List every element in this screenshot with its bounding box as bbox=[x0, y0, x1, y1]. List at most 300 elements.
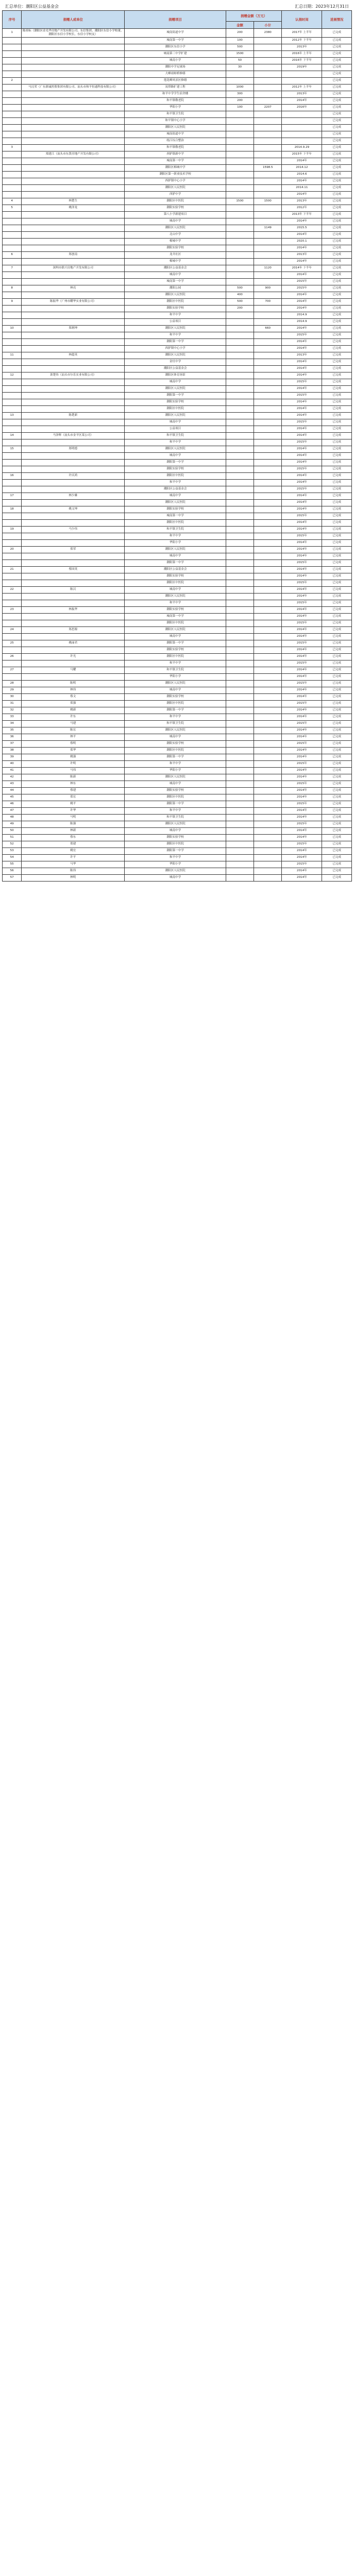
cell-no: 54 bbox=[3, 854, 22, 861]
cell-status: 已完成 bbox=[322, 821, 352, 827]
cell-amount bbox=[226, 526, 254, 533]
cell-donor: 蔡文 bbox=[22, 693, 125, 700]
cell-amount bbox=[226, 184, 254, 191]
cell-subtotal bbox=[254, 486, 282, 493]
cell-project: 和平中学 bbox=[125, 660, 226, 667]
cell-status: 已完成 bbox=[322, 131, 352, 138]
cell-subtotal bbox=[254, 499, 282, 506]
cell-project: 华阳小学 bbox=[125, 539, 226, 546]
cell-project: 城南小学 bbox=[125, 57, 226, 64]
cell-subtotal bbox=[254, 593, 282, 600]
cell-amount bbox=[226, 687, 254, 693]
table-row bbox=[3, 151, 352, 158]
table-row bbox=[3, 680, 352, 687]
cell-amount bbox=[226, 774, 254, 781]
cell-donor bbox=[22, 292, 125, 298]
cell-project: 城南第一中学 bbox=[125, 513, 226, 519]
cell-donor: 马建 bbox=[22, 720, 125, 727]
cell-subtotal bbox=[254, 801, 282, 807]
cell-status: 已完成 bbox=[322, 499, 352, 506]
cell-amount bbox=[226, 493, 254, 499]
cell-donor bbox=[22, 338, 125, 345]
cell-amount bbox=[226, 546, 254, 553]
cell-subtotal bbox=[254, 767, 282, 774]
cell-status: 已完成 bbox=[322, 854, 352, 861]
cell-donor bbox=[22, 539, 125, 546]
table-row bbox=[3, 338, 352, 345]
table-row bbox=[3, 385, 352, 392]
cell-subtotal bbox=[254, 452, 282, 459]
cell-subtotal bbox=[254, 245, 282, 251]
cell-no bbox=[3, 37, 22, 44]
cell-amount bbox=[226, 399, 254, 405]
cell-no bbox=[3, 466, 22, 472]
cell-status: 已完成 bbox=[322, 124, 352, 131]
cell-status: 已完成 bbox=[322, 861, 352, 868]
cell-status: 已完成 bbox=[322, 278, 352, 285]
cell-project: 棉城中学 bbox=[125, 238, 226, 245]
cell-subtotal: 1120 bbox=[254, 265, 282, 272]
cell-year: 2015年 bbox=[282, 600, 322, 606]
table-body bbox=[3, 29, 352, 882]
cell-project: 城南中学 bbox=[125, 419, 226, 426]
cell-donor bbox=[22, 272, 125, 278]
cell-amount: 1500 bbox=[226, 198, 254, 205]
cell-amount: 30 bbox=[226, 64, 254, 71]
cell-project: 潮阳第一中学 bbox=[125, 754, 226, 760]
cell-no: 4 bbox=[3, 198, 22, 205]
cell-donor bbox=[22, 439, 125, 446]
cell-subtotal bbox=[254, 479, 282, 486]
cell-project: 第八小学新建项目 bbox=[125, 211, 226, 218]
cell-year: 2016年 bbox=[282, 104, 322, 111]
cell-status: 已完成 bbox=[322, 218, 352, 225]
table-row bbox=[3, 285, 352, 292]
cell-subtotal bbox=[254, 834, 282, 841]
cell-amount bbox=[226, 807, 254, 814]
cell-project: 城南第一中学 bbox=[125, 37, 226, 44]
cell-status: 已完成 bbox=[322, 359, 352, 365]
cell-no: 39 bbox=[3, 754, 22, 760]
cell-status: 已完成 bbox=[322, 553, 352, 560]
cell-subtotal bbox=[254, 352, 282, 359]
table-row bbox=[3, 553, 352, 560]
cell-donor bbox=[22, 620, 125, 626]
cell-status: 已完成 bbox=[322, 486, 352, 493]
cell-amount bbox=[226, 560, 254, 566]
table-row bbox=[3, 526, 352, 533]
table-row bbox=[3, 91, 352, 97]
cell-subtotal bbox=[254, 466, 282, 472]
cell-project: 潮阳第一中学 bbox=[125, 848, 226, 854]
cell-project: 城南第一中学 bbox=[125, 613, 226, 620]
cell-year: 2014年 bbox=[282, 767, 322, 774]
cell-no bbox=[3, 104, 22, 111]
cell-amount bbox=[226, 801, 254, 807]
cell-subtotal bbox=[254, 238, 282, 245]
cell-year: 2014.6 bbox=[282, 171, 322, 178]
cell-donor bbox=[22, 97, 125, 104]
cell-donor bbox=[22, 345, 125, 352]
table-row bbox=[3, 278, 352, 285]
cell-year: 2014年 bbox=[282, 787, 322, 794]
cell-donor: 马伟 bbox=[22, 767, 125, 774]
cell-project: 和平中学 bbox=[125, 807, 226, 814]
table-row bbox=[3, 97, 352, 104]
table-row bbox=[3, 667, 352, 673]
cell-amount bbox=[226, 841, 254, 848]
cell-amount bbox=[226, 714, 254, 720]
table-row bbox=[3, 868, 352, 874]
cell-subtotal bbox=[254, 519, 282, 526]
cell-donor: 许明 bbox=[22, 760, 125, 767]
cell-donor: 马泽辉（汕头市金平区某公司） bbox=[22, 432, 125, 439]
cell-status: 已完成 bbox=[322, 740, 352, 747]
cell-no: 28 bbox=[3, 680, 22, 687]
cell-no: 57 bbox=[3, 874, 22, 881]
cell-amount: 1500 bbox=[226, 50, 254, 57]
cell-status: 已完成 bbox=[322, 77, 352, 84]
table-row bbox=[3, 801, 352, 807]
cell-donor bbox=[22, 673, 125, 680]
cell-project: 潮阳区人民医院 bbox=[125, 821, 226, 827]
cell-year: 2014年 bbox=[282, 499, 322, 506]
cell-subtotal bbox=[254, 97, 282, 104]
cell-year: 2012年 上半年 bbox=[282, 84, 322, 91]
cell-amount bbox=[226, 426, 254, 432]
table-row bbox=[3, 600, 352, 606]
cell-subtotal bbox=[254, 807, 282, 814]
cell-status: 已完成 bbox=[322, 385, 352, 392]
cell-amount bbox=[226, 131, 254, 138]
cell-donor bbox=[22, 426, 125, 432]
cell-year: 2014.9 bbox=[282, 318, 322, 325]
cell-year: 2014年 bbox=[282, 553, 322, 560]
cell-no: 6 bbox=[3, 251, 22, 258]
cell-amount bbox=[226, 874, 254, 881]
cell-year: 2014年 下半年 bbox=[282, 265, 322, 272]
cell-year: 2015年 bbox=[282, 533, 322, 539]
cell-no: 46 bbox=[3, 801, 22, 807]
cell-project: 和平中学 bbox=[125, 533, 226, 539]
cell-no bbox=[3, 84, 22, 91]
cell-amount bbox=[226, 680, 254, 687]
cell-amount bbox=[226, 245, 254, 251]
cell-year: 2014年 bbox=[282, 452, 322, 459]
table-row bbox=[3, 84, 352, 91]
cell-amount bbox=[226, 573, 254, 580]
cell-status: 已完成 bbox=[322, 225, 352, 231]
table-row bbox=[3, 218, 352, 225]
cell-year: 2014年 bbox=[282, 687, 322, 693]
cell-donor bbox=[22, 405, 125, 412]
cell-year: 2015年 bbox=[282, 781, 322, 787]
cell-subtotal bbox=[254, 312, 282, 318]
cell-donor: 许平 bbox=[22, 854, 125, 861]
cell-subtotal bbox=[254, 77, 282, 84]
cell-project: 城南中学 bbox=[125, 633, 226, 640]
cell-project: 城南中学 bbox=[125, 827, 226, 834]
cell-project: 潮阳中学足球场 bbox=[125, 64, 226, 71]
cell-project: 华阳小学 bbox=[125, 767, 226, 774]
table-row bbox=[3, 104, 352, 111]
cell-status: 已完成 bbox=[322, 874, 352, 881]
cell-project: 潮阳区棉城中学 bbox=[125, 164, 226, 171]
cell-amount bbox=[226, 740, 254, 747]
cell-project: 城南中学 bbox=[125, 734, 226, 740]
cell-donor bbox=[22, 50, 125, 57]
cell-project: 潮阳实验学校 bbox=[125, 205, 226, 211]
table-row bbox=[3, 29, 352, 38]
cell-no bbox=[3, 647, 22, 653]
cell-subtotal bbox=[254, 868, 282, 874]
cell-donor: 林少雄 bbox=[22, 493, 125, 499]
cell-status: 已完成 bbox=[322, 265, 352, 272]
cell-project: 华阳小学 bbox=[125, 861, 226, 868]
table-row bbox=[3, 71, 352, 77]
cell-subtotal bbox=[254, 580, 282, 586]
cell-status: 已完成 bbox=[322, 138, 352, 144]
cell-status: 已完成 bbox=[322, 781, 352, 787]
cell-no bbox=[3, 426, 22, 432]
cell-project: 潮阳区中医院 bbox=[125, 405, 226, 412]
cell-no bbox=[3, 218, 22, 225]
cell-subtotal bbox=[254, 680, 282, 687]
cell-amount bbox=[226, 238, 254, 245]
cell-subtotal bbox=[254, 633, 282, 640]
cell-subtotal bbox=[254, 399, 282, 405]
cell-subtotal bbox=[254, 841, 282, 848]
cell-no bbox=[3, 459, 22, 466]
cell-project: 和平镇卫生院 bbox=[125, 720, 226, 727]
cell-project: 潮阳区公益基金会 bbox=[125, 265, 226, 272]
cell-donor bbox=[22, 111, 125, 117]
cell-donor: 许光 bbox=[22, 653, 125, 660]
cell-year: 2012年 下半年 bbox=[282, 37, 322, 44]
cell-status: 已完成 bbox=[322, 198, 352, 205]
cell-subtotal bbox=[254, 821, 282, 827]
col-subtotal: 小计 bbox=[254, 22, 282, 29]
cell-donor: 蔡明 bbox=[22, 740, 125, 747]
table-row bbox=[3, 359, 352, 365]
cell-no bbox=[3, 613, 22, 620]
cell-no bbox=[3, 184, 22, 191]
cell-project: 潮阳区东信小学 bbox=[125, 44, 226, 50]
cell-no: 43 bbox=[3, 781, 22, 787]
cell-donor: 姚泽龙 bbox=[22, 205, 125, 211]
cell-year: 2014年 bbox=[282, 178, 322, 184]
cell-no bbox=[3, 138, 22, 144]
col-project: 捐赠项目 bbox=[125, 11, 226, 29]
cell-status: 已完成 bbox=[322, 720, 352, 727]
cell-no bbox=[3, 151, 22, 158]
table-row bbox=[3, 379, 352, 385]
cell-subtotal bbox=[254, 178, 282, 184]
cell-subtotal bbox=[254, 278, 282, 285]
cell-project: 潮阳第一中学 bbox=[125, 640, 226, 647]
cell-project: 潮阳区中医院 bbox=[125, 747, 226, 754]
cell-no: 27 bbox=[3, 667, 22, 673]
cell-no: 5 bbox=[3, 205, 22, 211]
cell-donor bbox=[22, 593, 125, 600]
cell-status: 已完成 bbox=[322, 700, 352, 707]
cell-subtotal bbox=[254, 171, 282, 178]
cell-no bbox=[3, 499, 22, 506]
cell-donor bbox=[22, 533, 125, 539]
cell-year: 2014年 bbox=[282, 814, 322, 821]
table-row bbox=[3, 466, 352, 472]
cell-no bbox=[3, 479, 22, 486]
cell-year: 2014年 bbox=[282, 827, 322, 834]
cell-amount bbox=[226, 673, 254, 680]
cell-donor bbox=[22, 44, 125, 50]
cell-year: 2014年 bbox=[282, 191, 322, 198]
table-row bbox=[3, 372, 352, 379]
cell-amount bbox=[226, 345, 254, 352]
cell-project: 城南中学 bbox=[125, 586, 226, 593]
cell-no: 31 bbox=[3, 700, 22, 707]
cell-year: 2014年 bbox=[282, 446, 322, 452]
cell-project: 潮阳区中医院 bbox=[125, 580, 226, 586]
cell-donor bbox=[22, 211, 125, 218]
cell-amount bbox=[226, 472, 254, 479]
cell-donor bbox=[22, 513, 125, 519]
table-row bbox=[3, 861, 352, 868]
cell-year: 2015年 bbox=[282, 680, 322, 687]
cell-donor bbox=[22, 613, 125, 620]
cell-donor: 蔡东 bbox=[22, 834, 125, 841]
cell-subtotal bbox=[254, 539, 282, 546]
cell-subtotal bbox=[254, 184, 282, 191]
cell-year: 2014年 bbox=[282, 459, 322, 466]
table-row bbox=[3, 620, 352, 626]
table-row bbox=[3, 251, 352, 258]
table-row bbox=[3, 345, 352, 352]
cell-donor: 郑思源 bbox=[22, 626, 125, 633]
cell-donor bbox=[22, 245, 125, 251]
cell-subtotal bbox=[254, 553, 282, 560]
cell-status: 已完成 bbox=[322, 841, 352, 848]
cell-amount bbox=[226, 513, 254, 519]
cell-no bbox=[3, 593, 22, 600]
cell-subtotal bbox=[254, 345, 282, 352]
cell-year: 2014年 bbox=[282, 868, 322, 874]
cell-status: 已完成 bbox=[322, 191, 352, 198]
cell-no: 35 bbox=[3, 727, 22, 734]
cell-donor: 马明 bbox=[22, 814, 125, 821]
cell-donor bbox=[22, 379, 125, 385]
cell-donor bbox=[22, 278, 125, 285]
cell-project: 和平中学学生宿舍楼 bbox=[125, 91, 226, 97]
cell-amount bbox=[226, 452, 254, 459]
cell-no bbox=[3, 238, 22, 245]
cell-project: 潮阳区人民医院 bbox=[125, 184, 226, 191]
cell-subtotal bbox=[254, 419, 282, 426]
cell-subtotal bbox=[254, 151, 282, 158]
cell-no bbox=[3, 44, 22, 50]
cell-donor: 萧楚伟（汕头市尔乐实业有限公司） bbox=[22, 372, 125, 379]
cell-project: 潮阳第一中学 bbox=[125, 560, 226, 566]
cell-amount bbox=[226, 111, 254, 117]
table-row bbox=[3, 560, 352, 566]
cell-donor: 姚文坤 bbox=[22, 506, 125, 513]
cell-year: 2014年 bbox=[282, 593, 322, 600]
cell-amount: 500 bbox=[226, 298, 254, 305]
cell-donor: 陈祖标（潮阳区金光华房地产开发有限公司、东信集团、潮阳区东信小学校董、潮阳区东信小学校长，东信小学校友） bbox=[22, 29, 125, 38]
cell-subtotal bbox=[254, 814, 282, 821]
cell-no bbox=[3, 292, 22, 298]
cell-subtotal bbox=[254, 191, 282, 198]
cell-no bbox=[3, 519, 22, 526]
cell-year: 2014年 bbox=[282, 158, 322, 164]
cell-amount bbox=[226, 700, 254, 707]
cell-project: 潮阳实验学校 bbox=[125, 740, 226, 747]
cell-project: 和平中学 bbox=[125, 760, 226, 767]
cell-donor bbox=[22, 318, 125, 325]
cell-subtotal bbox=[254, 292, 282, 298]
cell-amount: 1000 bbox=[226, 84, 254, 91]
cell-status: 已完成 bbox=[322, 111, 352, 117]
cell-no: 23 bbox=[3, 606, 22, 613]
cell-project: 潮阳区中医院 bbox=[125, 519, 226, 526]
cell-project: 城南街道中学 bbox=[125, 29, 226, 38]
cell-amount bbox=[226, 653, 254, 660]
cell-year: 2019年 bbox=[282, 64, 322, 71]
cell-amount: 400 bbox=[226, 292, 254, 298]
cell-project: 和平镇卫生院 bbox=[125, 667, 226, 673]
cell-no: 37 bbox=[3, 740, 22, 747]
cell-donor: 陈宏 bbox=[22, 727, 125, 734]
cell-subtotal bbox=[254, 218, 282, 225]
cell-status: 已完成 bbox=[322, 312, 352, 318]
cell-no: 25 bbox=[3, 640, 22, 647]
table-row bbox=[3, 874, 352, 881]
table-row bbox=[3, 506, 352, 513]
cell-donor: 郑宏 bbox=[22, 794, 125, 801]
cell-status: 已完成 bbox=[322, 493, 352, 499]
table-row bbox=[3, 499, 352, 506]
table-row bbox=[3, 747, 352, 754]
cell-status: 已完成 bbox=[322, 258, 352, 265]
cell-project: 潮阳区人民医院 bbox=[125, 626, 226, 633]
cell-subtotal bbox=[254, 734, 282, 740]
cell-donor: 姚平 bbox=[22, 801, 125, 807]
cell-amount bbox=[226, 372, 254, 379]
cell-project: 潮阳实验学校 bbox=[125, 606, 226, 613]
cell-donor: 林超英 bbox=[22, 352, 125, 359]
cell-project: 城南第一中学 bbox=[125, 278, 226, 285]
cell-amount bbox=[226, 566, 254, 573]
cell-status: 已完成 bbox=[322, 251, 352, 258]
cell-year: 2013年 下半年 bbox=[282, 211, 322, 218]
cell-project: 和平镇卫生院 bbox=[125, 111, 226, 117]
cell-year: 2014年 bbox=[282, 405, 322, 412]
cell-status: 已完成 bbox=[322, 533, 352, 539]
cell-subtotal: 2380 bbox=[254, 29, 282, 38]
cell-project: 城南中学 bbox=[125, 272, 226, 278]
table-row bbox=[3, 593, 352, 600]
cell-amount bbox=[226, 359, 254, 365]
cell-project: 城南中学 bbox=[125, 553, 226, 560]
cell-amount bbox=[226, 164, 254, 171]
cell-year bbox=[282, 71, 322, 77]
cell-status: 已完成 bbox=[322, 238, 352, 245]
cell-year: 2014年 bbox=[282, 734, 322, 740]
cell-no: 24 bbox=[3, 626, 22, 633]
cell-no: 17 bbox=[3, 493, 22, 499]
cell-status: 已完成 bbox=[322, 560, 352, 566]
cell-subtotal bbox=[254, 144, 282, 151]
